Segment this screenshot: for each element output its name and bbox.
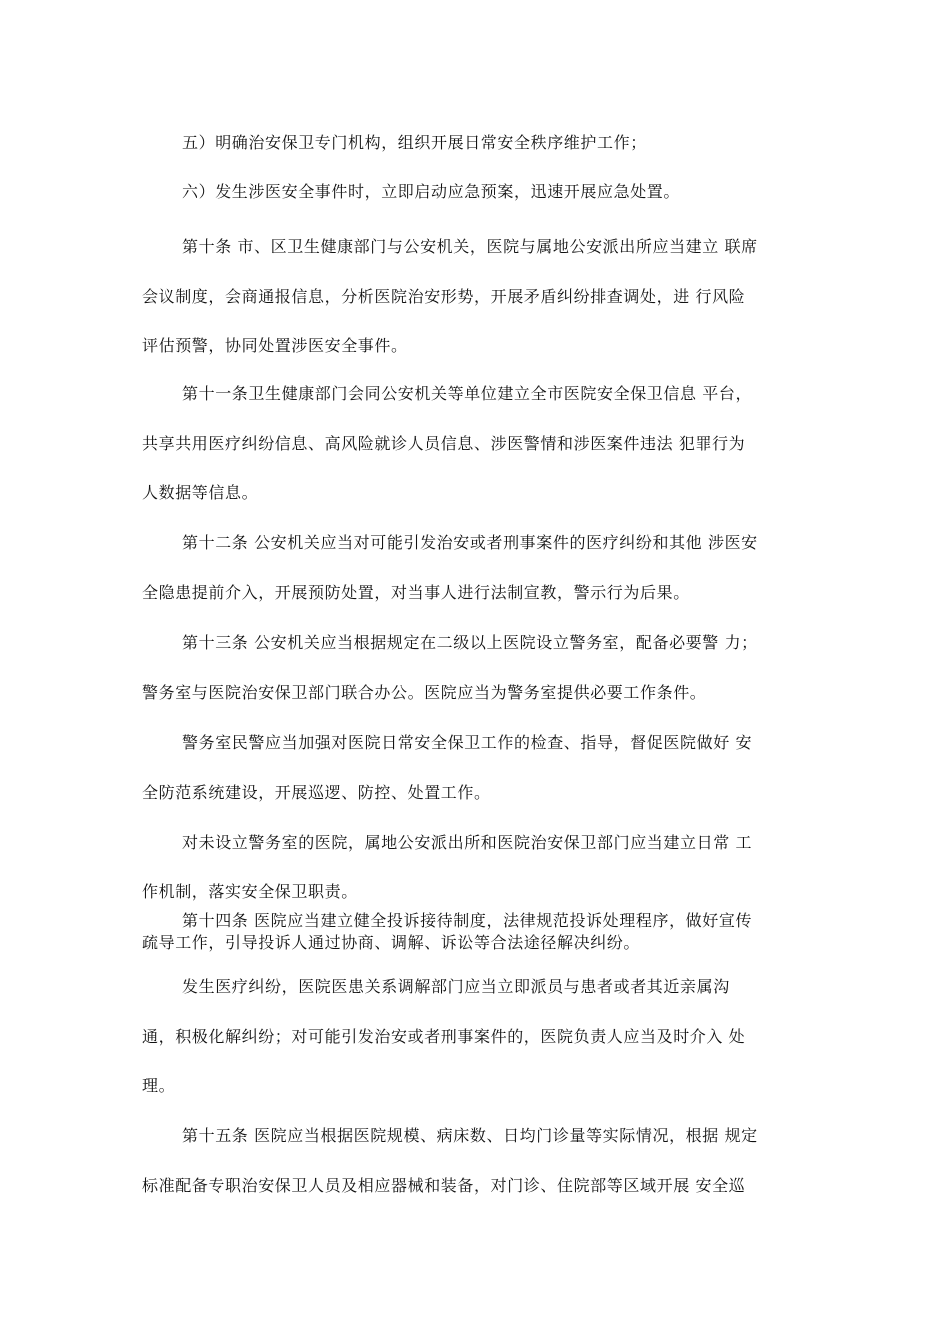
text-line: 六）发生涉医安全事件时，立即启动应急预案，迅速开展应急处置。 <box>182 182 681 201</box>
text-line: 人数据等信息。 <box>142 483 259 502</box>
text-line: 警务室民警应当加强对医院日常安全保卫工作的检查、指导，督促医院做好 安 <box>182 733 753 752</box>
text-line: 评估预警，协同处置涉医安全事件。 <box>142 336 408 355</box>
text-line: 第十一条卫生健康部门会同公安机关等单位建立全市医院安全保卫信息 平台， <box>182 384 753 403</box>
text-line: 第十二条 公安机关应当对可能引发治安或者刑事案件的医疗纠纷和其他 涉医安 <box>182 533 758 552</box>
text-line: 第十五条 医院应当根据医院规模、病床数、日均门诊量等实际情况，根据 规定 <box>182 1126 758 1145</box>
text-line: 五）明确治安保卫专门机构，组织开展日常安全秩序维护工作； <box>182 133 647 152</box>
text-line: 共享共用医疗纠纷信息、高风险就诊人员信息、涉医警情和涉医案件违法 犯罪行为 <box>142 434 746 453</box>
text-line: 全防范系统建设，开展巡逻、防控、处置工作。 <box>142 783 491 802</box>
text-line: 理。 <box>142 1076 176 1095</box>
text-line: 第十三条 公安机关应当根据规定在二级以上医院设立警务室，配备必要警 力； <box>182 633 758 652</box>
text-line: 全隐患提前介入，开展预防处置，对当事人进行法制宣教，警示行为后果。 <box>142 583 690 602</box>
text-line: 标准配备专职治安保卫人员及相应器械和装备，对门诊、住院部等区域开展 安全巡 <box>142 1176 746 1195</box>
text-line: 对未设立警务室的医院，属地公安派出所和医院治安保卫部门应当建立日常 工 <box>182 833 753 852</box>
text-line: 作机制，落实安全保卫职责。 <box>142 882 358 901</box>
text-line: 第十四条 医院应当建立健全投诉接待制度，法律规范投诉处理程序，做好宣传 <box>182 911 753 930</box>
text-line: 发生医疗纠纷，医院医患关系调解部门应当立即派员与患者或者其近亲属沟 <box>182 977 730 996</box>
text-line: 疏导工作，引导投诉人通过协商、调解、诉讼等合法途径解决纠纷。 <box>142 933 641 952</box>
text-line: 第十条 市、区卫生健康部门与公安机关，医院与属地公安派出所应当建立 联席 <box>182 237 758 256</box>
text-line: 会议制度，会商通报信息，分析医院治安形势，开展矛盾纠纷排查调处，进 行风险 <box>142 287 746 306</box>
text-line: 警务室与医院治安保卫部门联合办公。医院应当为警务室提供必要工作条件。 <box>142 683 707 702</box>
text-line: 通，积极化解纠纷；对可能引发治安或者刑事案件的，医院负责人应当及时介入 处 <box>142 1027 746 1046</box>
